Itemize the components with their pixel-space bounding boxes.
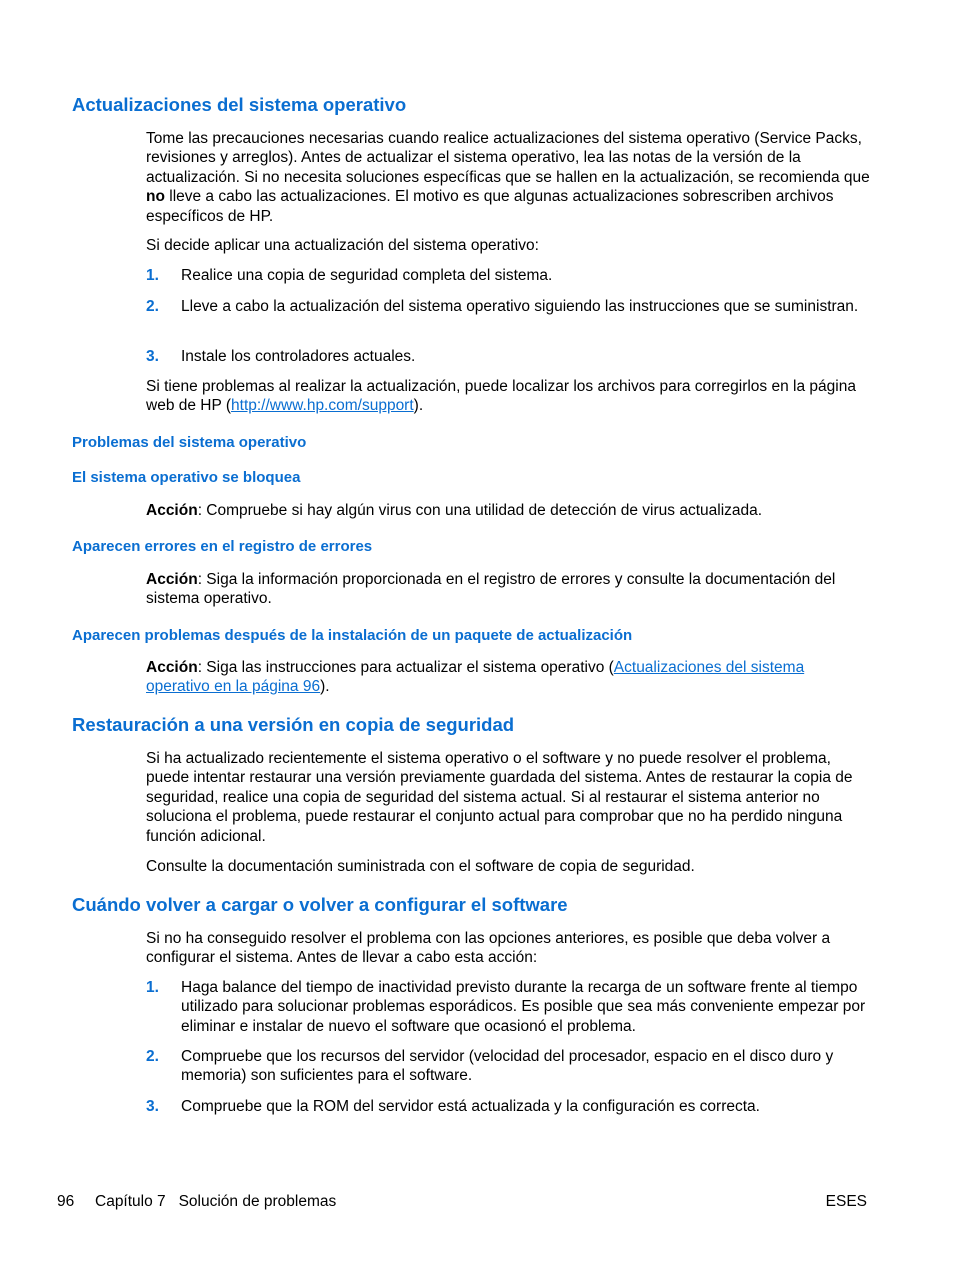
- list-number: 2.: [146, 1048, 159, 1065]
- os-updates-support: Si tiene problemas al realizar la actualización, puede localizar los archivos para corregirlos en la página web de HP (http://www.hp.com/support).: [146, 378, 856, 415]
- heading-after-update: Aparecen problemas después de la instalación de un paquete de actualización: [72, 627, 633, 644]
- list-text: Realice una copia de seguridad completa del sistema.: [181, 267, 553, 284]
- list-item: [146, 266, 871, 285]
- list-text: Compruebe que los recursos del servidor (velocidad del procesador, espacio en el disco duro y memoria) son suficientes para el software.: [181, 1048, 834, 1085]
- heading-os-hang: El sistema operativo se bloquea: [72, 469, 301, 486]
- bold-no: no: [146, 188, 165, 206]
- list-number: 1.: [146, 979, 159, 996]
- restore-paragraph: Si ha actualizado recientemente el sistema operativo o el software y no puede resolver el problema, puede intentar restaurar una versión previamente guardada del sistema. Antes de restaurar la copia de seguridad, realice una copia de seguridad del sistema actual. Si al restaurar el sistema anterior no soluciona el problema, puede restaurar el conjunto actual para comprobar que no ha perdido ninguna función adicional.: [146, 750, 853, 845]
- after-update-action: Acción: Siga las instrucciones para actualizar el sistema operativo (Actualizaciones del sistema operativo en la página 96).: [146, 659, 805, 696]
- os-updates-decide: Si decide aplicar una actualización del sistema operativo:: [146, 237, 539, 254]
- list-item: [146, 297, 871, 316]
- action-label: Acción: [146, 659, 198, 676]
- list-number: 3.: [146, 1098, 159, 1115]
- footer-locale: ESES: [825, 1193, 867, 1210]
- os-updates-page-link[interactable]: Actualizaciones del sistema operativo en la página 96: [146, 659, 805, 696]
- list-number: 1.: [146, 267, 159, 284]
- heading-error-log: Aparecen errores en el registro de errores: [72, 538, 373, 555]
- list-item: [146, 347, 871, 366]
- list-number: 2.: [146, 298, 159, 315]
- heading-restore-backup: Restauración a una versión en copia de seguridad: [72, 714, 515, 735]
- os-hang-action: Acción: Compruebe si hay algún virus con una utilidad de detección de virus actualizada.: [146, 502, 763, 519]
- heading-os-updates: Actualizaciones del sistema operativo: [72, 94, 407, 115]
- heading-os-problems: Problemas del sistema operativo: [72, 434, 307, 451]
- list-text: Haga balance del tiempo de inactividad previsto durante la recarga de un software frente al tiempo utilizado para solucionar problemas esporádicos. Es posible que sea más conveniente empezar por eliminar e instalar de nuevo el software que ocasionó el problema.: [181, 979, 866, 1035]
- reload-intro: Si no ha conseguido resolver el problema con las opciones anteriores, es posible que deba volver a configurar el sistema. Antes de llevar a cabo esta acción:: [146, 930, 831, 967]
- heading-reload-software: Cuándo volver a cargar o volver a configurar el software: [72, 894, 568, 915]
- os-updates-intro: Tome las precauciones necesarias cuando realice actualizaciones del sistema operativo (Service Packs, revisiones y arreglos). Antes de actualizar el sistema operativo, lea las notas de la versión de la actualización. Si no necesita soluciones específicas que se hallen en la actualización, se recomienda que no lleve a cabo las actualizaciones. El motivo es que algunas actualizaciones sobrescriben archivos específicos de HP.: [146, 130, 870, 225]
- action-label: Acción: [146, 571, 198, 588]
- list-item: [146, 1047, 871, 1086]
- footer-page-number: 96: [57, 1193, 75, 1210]
- list-item: [146, 1097, 871, 1116]
- list-text: Compruebe que la ROM del servidor está actualizada y la configuración es correcta.: [181, 1098, 760, 1115]
- error-log-action: Acción: Siga la información proporcionada en el registro de errores y consulte la documentación del sistema operativo.: [146, 571, 836, 608]
- restore-consult: Consulte la documentación suministrada con el software de copia de seguridad.: [146, 858, 695, 875]
- hp-support-link[interactable]: http://www.hp.com/support: [231, 397, 414, 415]
- list-text: Lleve a cabo la actualización del sistema operativo siguiendo las instrucciones que se suministran.: [181, 298, 859, 315]
- action-label: Acción: [146, 502, 198, 519]
- list-number: 3.: [146, 348, 159, 365]
- list-item: [146, 978, 871, 1036]
- list-text: Instale los controladores actuales.: [181, 348, 416, 365]
- footer-chapter: Capítulo 7 Solución de problemas: [95, 1193, 337, 1210]
